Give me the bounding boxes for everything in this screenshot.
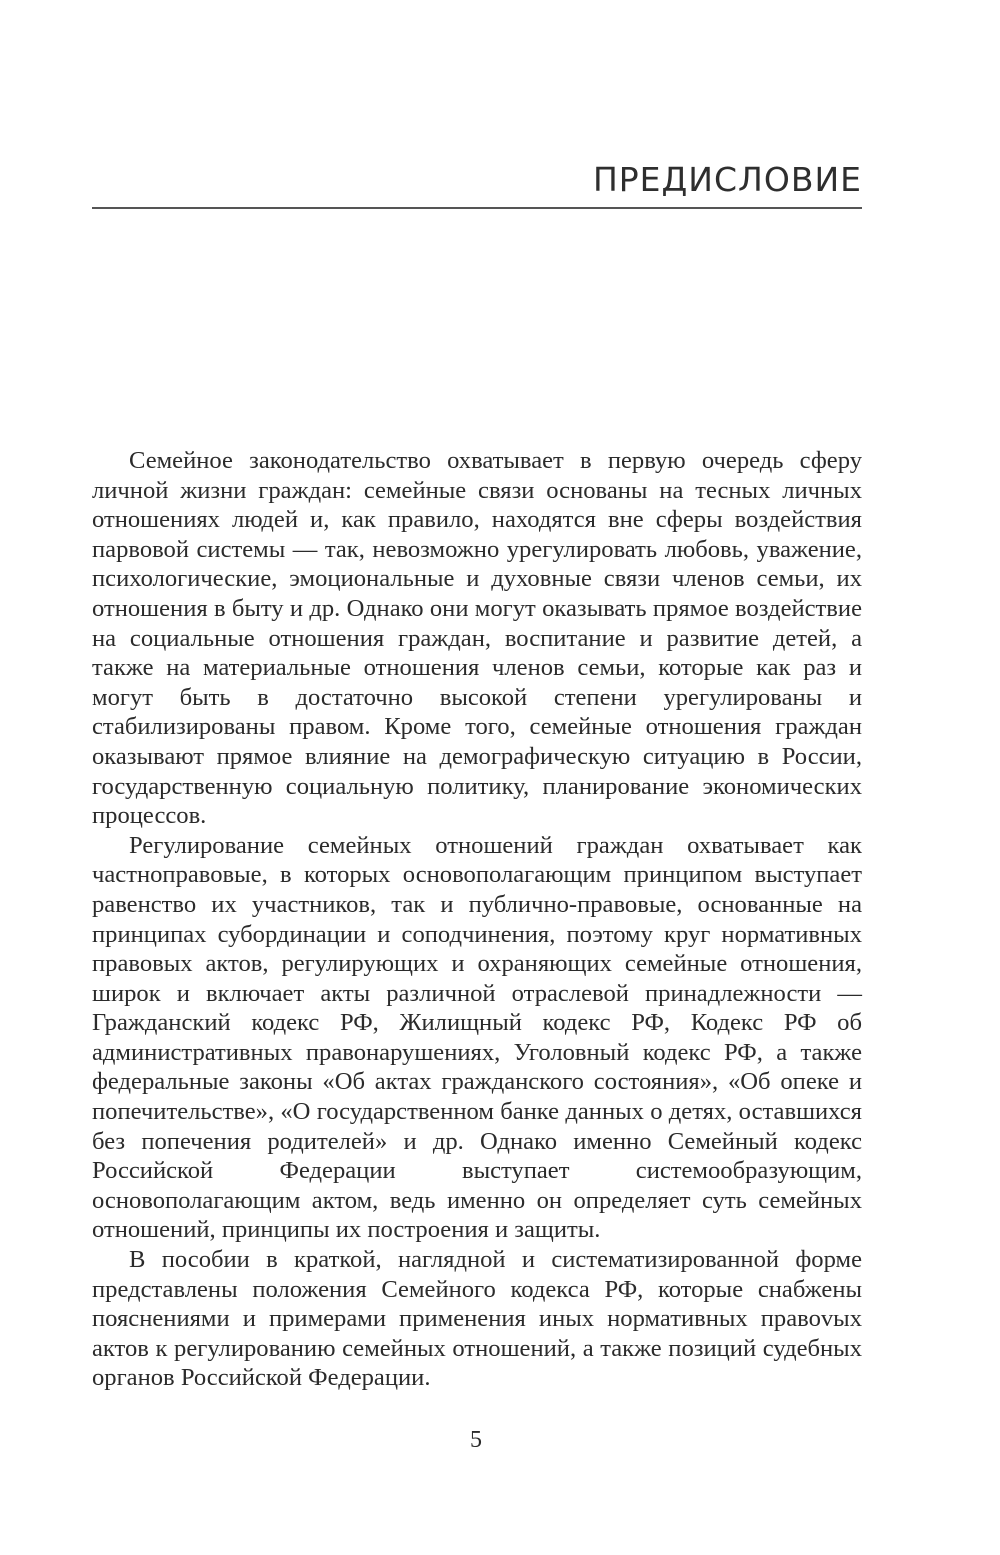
chapter-title: ПРЕДИСЛОВИЕ xyxy=(592,160,862,199)
title-underline xyxy=(92,207,862,209)
paragraph-1: Семейное законодательство охватывает в первую очередь сферу личной жизни граждан: семейные связи основаны на тесных личных отношениях людей и, как правило, находятся вне сферы воздействия парвовой системы — так, невозможно урегулировать любовь, уважение, психологические, эмоциональные и духовные связи членов семьи, их отношения в быту и др. Однако они могут оказывать прямое воздействие на социальные отношения граждан, воспитание и развитие детей, а также на материальные отношения членов семьи, которые как раз и могут быть в достаточно высокой степени урегулированы и стабилизированы правом. Кроме того, семейные отношения граждан оказывают прямое влияние на демографическую ситуацию в России, государственную социальную политику, планирование экономических процессов. xyxy=(92,447,862,830)
page-number: 5 xyxy=(470,1427,482,1453)
paragraph-2: Регулирование семейных отношений граждан охватывает как частноправовые, в которых основополагающим принципом выступает равенство их участников, так и публично-правовые, основанные на принципах субординации и соподчинения, поэтому круг нормативных правовых актов, регулирующих и охраняющих семейные отношения, широк и включает акты различной отраслевой принадлежности — Гражданский кодекс РФ, Жилищный кодекс РФ, Кодекс РФ об административных правонарушениях, Уголовный кодекс РФ, а также федеральные законы «Об актах гражданского состояния», «Об опеке и попечительстве», «О государственном банке данных о детях, оставшихся без попечения родителей» и др. Однако именно Семейный кодекс Российской Федерации выступает системообразующим, основополагающим актом, ведь именно он определяет суть семейных отношений, принципы их построения и защиты. xyxy=(92,831,862,1244)
paragraph-3: В пособии в краткой, наглядной и систематизированной форме представлены положения Семейного кодекса РФ, которые снабжены пояснениями и примерами применения иных нормативных правоvых актов к регулированию семейных отношений, а также позиций судебных органов Российской Федерации. xyxy=(92,1246,862,1392)
preface-body xyxy=(92,446,862,1393)
